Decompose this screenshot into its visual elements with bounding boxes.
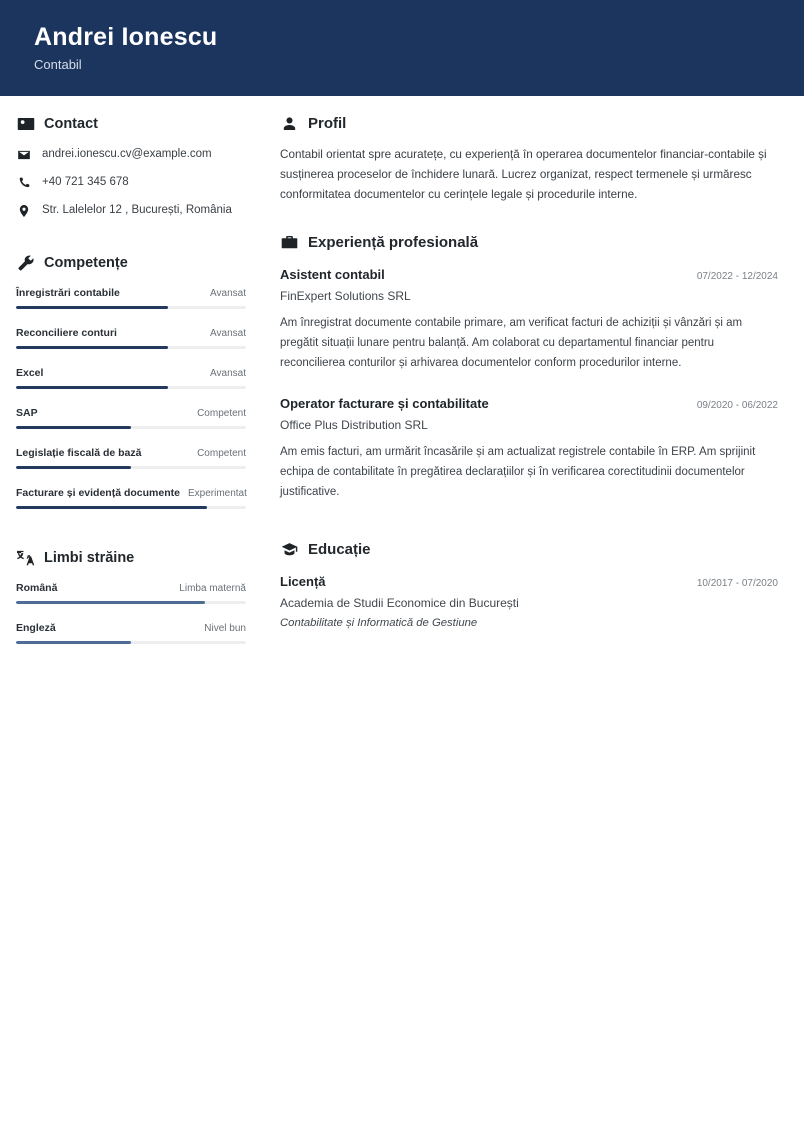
skill-row xyxy=(16,486,246,501)
sidebar-column xyxy=(0,96,272,661)
language-item xyxy=(16,581,246,604)
language-label: Engleză xyxy=(16,622,56,634)
contact-value-phone: +40 721 345 678 xyxy=(42,176,129,188)
section-skills xyxy=(16,253,246,509)
skill-item xyxy=(16,446,246,469)
page-title: Andrei Ionescu xyxy=(34,23,218,51)
section-header-profile xyxy=(280,114,778,133)
skill-level: Avansat xyxy=(210,288,246,299)
section-experience xyxy=(280,233,778,502)
skill-bar-fill xyxy=(16,386,168,389)
experience-description: Am înregistrat documente contabile primare, am verificat facturi de achiziții și vânzări și am pregătit situații lunare pentru balanță. Am colaborat cu departamentul financiar pentru reconcilierea conturilor și arhivarea documentelor conform procedurilor interne. xyxy=(280,317,743,369)
skill-item xyxy=(16,326,246,349)
contact-value-address: Str. Lalelelor 12 , București, România xyxy=(42,204,232,216)
skill-bar-track xyxy=(16,466,246,469)
section-title-experience: Experiență profesională xyxy=(308,233,479,251)
skill-row xyxy=(16,326,246,341)
experience-entry-head xyxy=(280,395,778,414)
skill-row xyxy=(16,366,246,381)
skill-bar-track xyxy=(16,306,246,309)
main-column xyxy=(272,96,804,653)
section-header-contact xyxy=(16,114,246,133)
briefcase-icon xyxy=(280,233,299,252)
skill-item xyxy=(16,406,246,429)
contact-value-email: andrei.ionescu.cv@example.com xyxy=(42,148,212,160)
section-header-experience xyxy=(280,233,778,252)
graduation-cap-icon xyxy=(280,540,299,559)
education-entry-head xyxy=(280,573,778,592)
skill-bar-track xyxy=(16,386,246,389)
language-bar-fill xyxy=(16,601,205,604)
skill-bar-track xyxy=(16,346,246,349)
skill-label: Facturare și evidență documente xyxy=(16,487,180,499)
experience-company: Office Plus Distribution SRL xyxy=(280,418,428,432)
experience-entry xyxy=(280,266,778,373)
skill-level: Avansat xyxy=(210,328,246,339)
skill-row xyxy=(16,446,246,461)
contact-item-email[interactable] xyxy=(16,147,246,162)
education-institution: Academia de Studii Economice din București xyxy=(280,596,519,610)
skill-row xyxy=(16,406,246,421)
experience-company: FinExpert Solutions SRL xyxy=(280,289,411,303)
skill-item xyxy=(16,486,246,509)
language-level: Limba maternă xyxy=(179,583,246,594)
language-row xyxy=(16,581,246,596)
section-header-languages xyxy=(16,548,246,567)
phone-icon xyxy=(16,175,31,190)
section-header-education xyxy=(280,540,778,559)
skill-label: Reconciliere conturi xyxy=(16,327,117,339)
section-title-skills: Competențe xyxy=(44,254,128,271)
skill-bar-fill xyxy=(16,306,168,309)
skill-label: Înregistrări contabile xyxy=(16,287,120,299)
cv-header xyxy=(0,0,804,96)
experience-entry-head xyxy=(280,266,778,285)
skill-bar-track xyxy=(16,506,246,509)
section-contact xyxy=(16,114,246,218)
skill-label: Excel xyxy=(16,367,44,379)
language-bar-fill xyxy=(16,641,131,644)
header-role: Contabil xyxy=(34,57,82,72)
section-profile xyxy=(280,114,778,205)
language-label: Română xyxy=(16,582,58,594)
education-entry xyxy=(280,573,778,631)
person-icon xyxy=(280,114,299,133)
skill-label: SAP xyxy=(16,407,38,419)
language-level: Nivel bun xyxy=(204,623,246,634)
language-bar-track xyxy=(16,641,246,644)
section-title-languages: Limbi străine xyxy=(44,549,135,566)
experience-dates: 09/2020 - 06/2022 xyxy=(696,400,778,411)
section-title-education: Educație xyxy=(308,540,371,558)
experience-dates: 07/2022 - 12/2024 xyxy=(696,271,778,282)
skill-level: Avansat xyxy=(210,368,246,379)
language-row xyxy=(16,621,246,636)
education-degree: Licență xyxy=(280,574,326,589)
experience-entry xyxy=(280,395,778,502)
profile-text: Contabil orientat spre acuratețe, cu experiență în operarea documentelor financiar-contabile și susținerea proceselor de închidere lunară. Lucrez organizat, respect termenele și urmăresc conformitatea documentelor cu cerințele legale și procedurile interne. xyxy=(280,148,767,201)
cv-body xyxy=(0,96,804,661)
contact-card-icon xyxy=(16,114,35,133)
envelope-icon xyxy=(16,147,31,162)
education-field: Contabilitate și Informatică de Gestiune xyxy=(280,617,478,629)
contact-item-address[interactable] xyxy=(16,203,246,218)
language-item xyxy=(16,621,246,644)
section-title-contact: Contact xyxy=(44,115,98,132)
skill-level: Competent xyxy=(197,448,246,459)
skill-bar-fill xyxy=(16,506,207,509)
skill-label: Legislație fiscală de bază xyxy=(16,447,142,459)
wrench-icon xyxy=(16,253,35,272)
experience-description: Am emis facturi, am urmărit încasările și am actualizat registrele contabile în ERP. Am sprijinit echipa de contabilitate în pregătirea declarațiilor și în verificarea corectitudinii documentelor justificative. xyxy=(280,446,756,498)
experience-job-title: Asistent contabil xyxy=(280,267,385,282)
skill-level: Competent xyxy=(197,408,246,419)
contact-item-phone[interactable] xyxy=(16,175,246,190)
section-title-profile: Profil xyxy=(308,114,347,132)
contact-list xyxy=(16,147,246,218)
skill-bar-track xyxy=(16,426,246,429)
skill-bar-fill xyxy=(16,466,131,469)
section-education xyxy=(280,540,778,631)
language-bar-track xyxy=(16,601,246,604)
skill-level: Experimentat xyxy=(187,488,247,499)
skill-bar-fill xyxy=(16,426,131,429)
spacer-skills-languages xyxy=(16,526,246,548)
skill-item xyxy=(16,366,246,389)
skill-bar-fill xyxy=(16,346,168,349)
skill-item xyxy=(16,286,246,309)
section-header-skills xyxy=(16,253,246,272)
skill-row xyxy=(16,286,246,301)
location-pin-icon xyxy=(16,203,31,218)
spacer-contact-skills xyxy=(16,231,246,253)
education-dates: 10/2017 - 07/2020 xyxy=(696,578,778,589)
section-languages xyxy=(16,548,246,644)
experience-job-title: Operator facturare și contabilitate xyxy=(280,396,489,411)
translate-icon xyxy=(16,548,35,567)
